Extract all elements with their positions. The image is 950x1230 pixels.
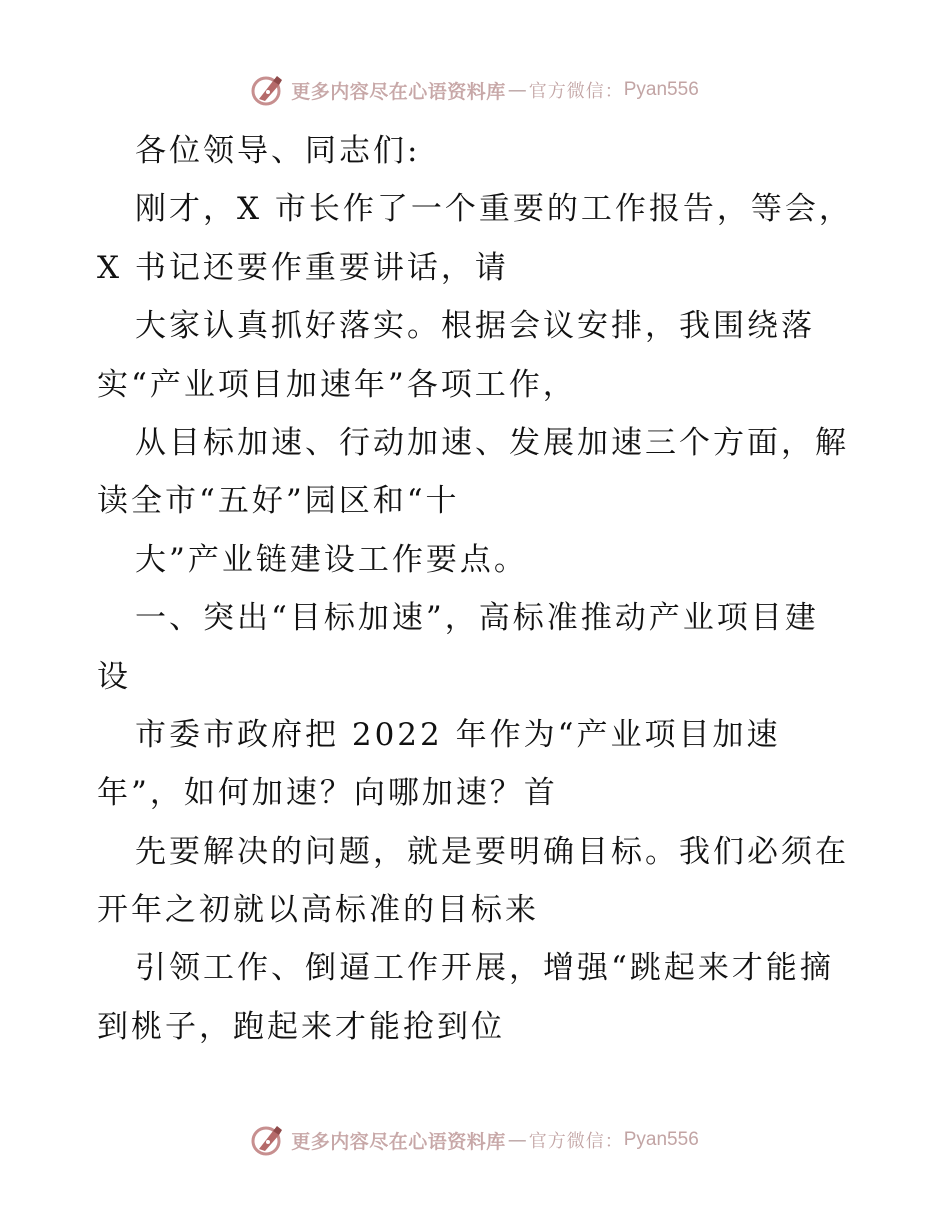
watermark-brand: 更多内容尽在心语资料库 — [291, 1130, 506, 1153]
text-line: 刚才，X 市长作了一个重要的工作报告，等会， — [135, 191, 853, 228]
text-line: 一、突出“目标加速”，高标准推动产业项目建 — [135, 600, 819, 637]
text-line: 从目标加速、行动加速、发展加速三个方面，解 — [135, 424, 849, 461]
text-line: 读全市“五好”园区和“十 — [97, 483, 460, 520]
text-line: 到桃子，跑起来才能抢到位 — [97, 1008, 505, 1045]
document-body — [97, 122, 857, 1056]
watermark-separator: — — [507, 1129, 527, 1151]
watermark-wechat-id: Pyan556 — [623, 79, 699, 100]
text-line: 开年之初就以高标准的目标来 — [97, 892, 539, 929]
pen-nib-circle-icon — [251, 1123, 285, 1157]
watermark-wechat-id: Pyan556 — [623, 1129, 699, 1150]
text-line: 实“产业项目加速年”各项工作， — [97, 366, 577, 403]
text-line: 引领工作、倒逼工作开展，增强“跳起来才能摘 — [135, 950, 834, 987]
watermark-brand: 更多内容尽在心语资料库 — [291, 80, 506, 103]
text-line: 市委市政府把 2022 年作为“产业项目加速 — [135, 716, 781, 753]
text-line: X 书记还要作重要讲话，请 — [97, 249, 509, 286]
watermark-separator: — — [507, 79, 527, 101]
watermark-wechat-label: 官方微信： — [528, 1131, 624, 1152]
header-watermark — [0, 70, 950, 110]
text-line: 设 — [97, 658, 131, 695]
watermark-wechat-label: 官方微信： — [528, 81, 624, 102]
text-line: 年”，如何加速？向哪加速？首 — [97, 775, 558, 812]
text-line: 大”产业链建设工作要点。 — [135, 541, 528, 578]
text-line: 各位领导、同志们: — [135, 133, 421, 169]
text-line: 先要解决的问题，就是要明确目标。我们必须在 — [135, 833, 849, 870]
text-line: 大家认真抓好落实。根据会议安排，我围绕落 — [135, 308, 815, 345]
pen-nib-circle-icon — [251, 73, 285, 107]
footer-watermark — [0, 1120, 950, 1160]
